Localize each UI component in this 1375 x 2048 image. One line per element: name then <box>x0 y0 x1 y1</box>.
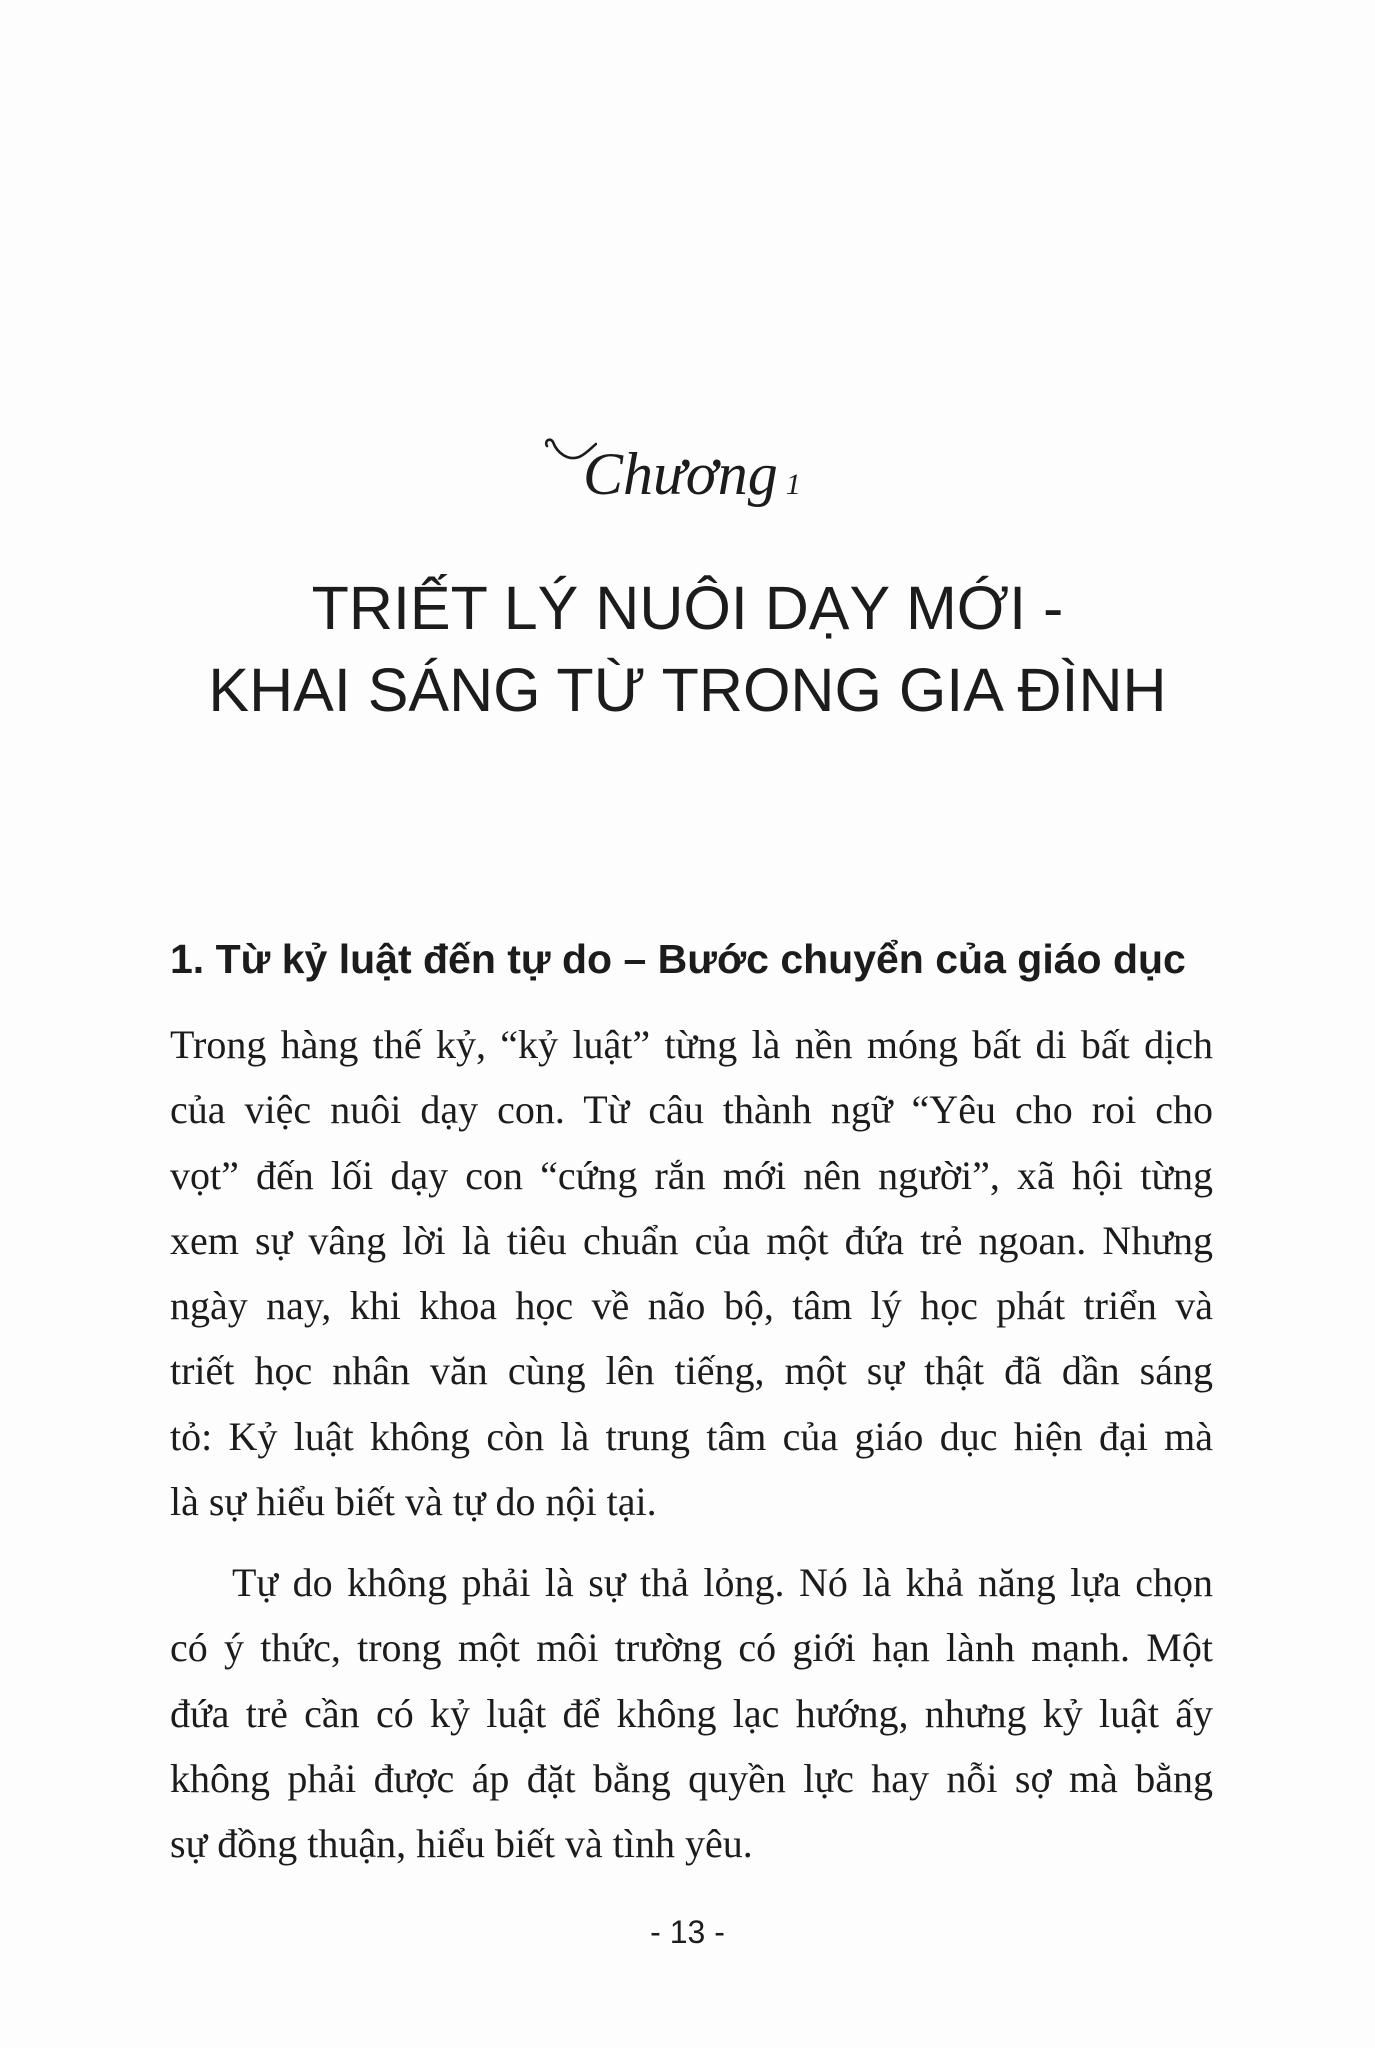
body-text-line: vọt” đến lối dạy con “cứng rắn mới nên người”, xã hội từng <box>170 1152 1213 1198</box>
body-text-line: có ý thức, trong một môi trường có giới hạn lành mạnh. Một <box>170 1625 1213 1671</box>
chapter-word: Chương <box>583 441 778 507</box>
chapter-title-line: TRIẾT LÝ NUÔI DẠY MỚI - <box>311 574 1064 642</box>
body-text-line: của việc nuôi dạy con. Từ câu thành ngữ “Yêu cho roi cho <box>170 1087 1213 1133</box>
body-text-line: tỏ: Kỷ luật không còn là trung tâm của giáo dục hiện đại mà <box>170 1413 1213 1459</box>
body-text-line: Trong hàng thế kỷ, “kỷ luật” từng là nền móng bất di bất dịch <box>170 1022 1213 1067</box>
body-text-line: là sự hiểu biết và tự do nội tại. <box>170 1479 657 1525</box>
body-text-line: Tự do không phải là sự thả lỏng. Nó là khả năng lựa chọn <box>232 1560 1213 1605</box>
chapter-title-line: KHAI SÁNG TỪ TRONG GIA ĐÌNH <box>208 656 1167 724</box>
body-text-line: triết học nhân văn cùng lên tiếng, một sự thật đã dần sáng <box>170 1348 1213 1394</box>
chapter-label <box>583 441 801 515</box>
section-heading: 1. Từ kỷ luật đến tự do – Bước chuyển của giáo dục <box>170 936 1186 982</box>
body-text-line: ngày nay, khi khoa học về não bộ, tâm lý học phát triển và <box>170 1283 1213 1329</box>
chapter-title <box>0 567 1375 731</box>
body-paragraph <box>170 1012 1213 1534</box>
body-text-line: xem sự vâng lời là tiêu chuẩn của một đứa trẻ ngoan. Nhưng <box>170 1217 1213 1263</box>
body-text-line: không phải được áp đặt bằng quyền lực hay nỗi sợ mà bằng <box>170 1755 1213 1801</box>
body-paragraph <box>170 1550 1213 1876</box>
chapter-number: 1 <box>785 468 801 501</box>
body-text-line: đứa trẻ cần có kỷ luật để không lạc hướng, nhưng kỷ luật ấy <box>170 1690 1213 1736</box>
body-text-line: sự đồng thuận, hiểu biết và tình yêu. <box>170 1821 753 1867</box>
page-number: - 13 - <box>650 1914 725 1950</box>
